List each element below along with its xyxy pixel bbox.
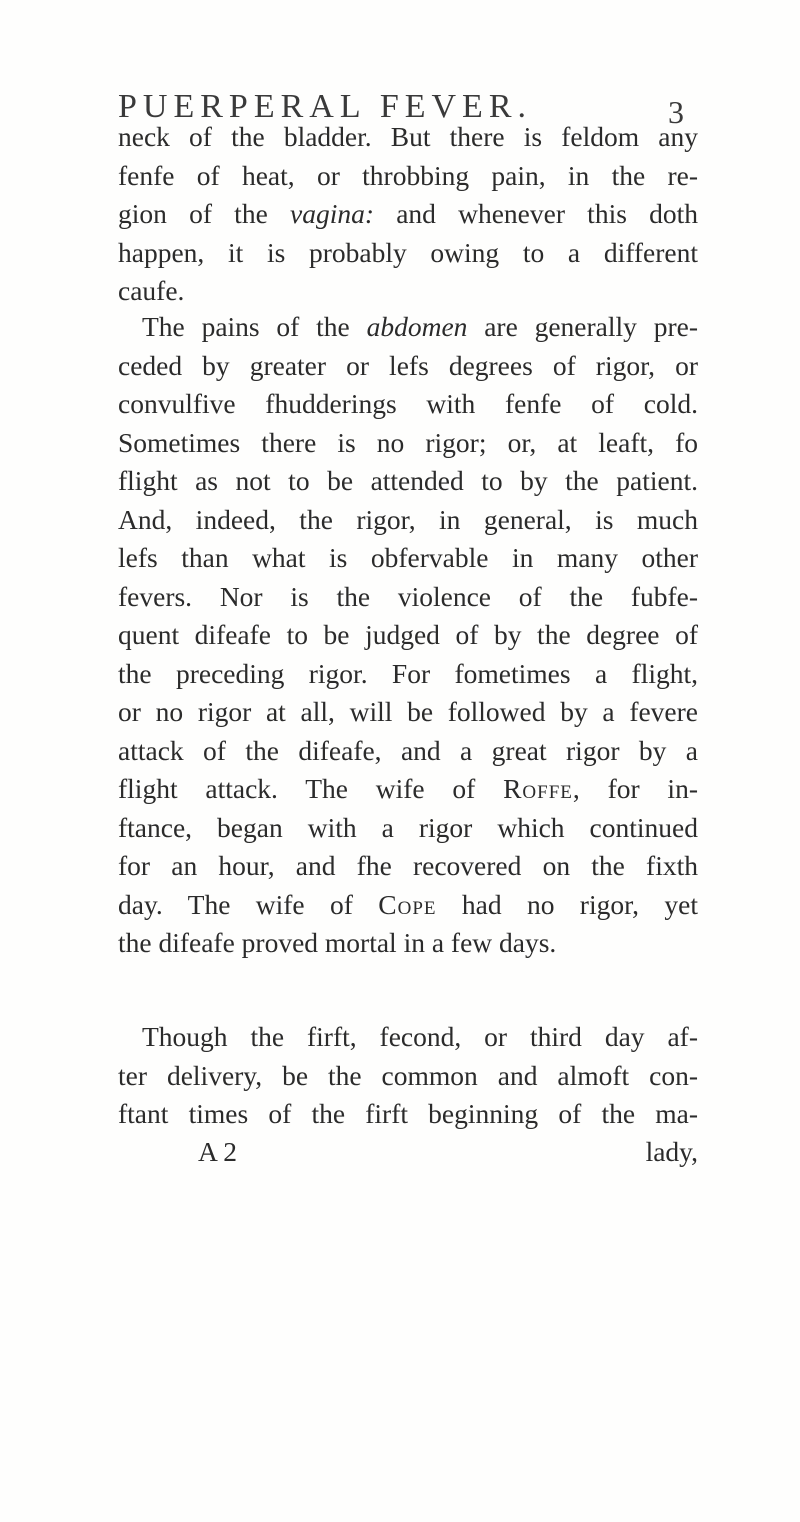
paragraph-3 (118, 1018, 698, 1134)
text-line: neck of the bladder. But there is feldom any (118, 121, 698, 152)
text-line: ter delivery, be the common and almoft con- (118, 1059, 698, 1091)
text-line: ftance, began with a rigor which continued (118, 811, 698, 843)
text-line: the difeafe proved mortal in a few days. (118, 927, 557, 958)
text-line: Sometimes there is no rigor; or, at leaft, fo (118, 426, 698, 458)
signature-mark: A 2 (198, 1136, 237, 1167)
paragraph-1 (118, 118, 698, 311)
text-line: convulfive fhudderings with fenfe of cold. (118, 388, 698, 419)
text-line: And, indeed, the rigor, in general, is much (118, 503, 698, 535)
italic-term: vagina: (289, 198, 374, 229)
text-line: quent difeafe to be judged of by the degree of (118, 619, 698, 650)
text-line: fenfe of heat, or throbbing pain, in the re- (118, 159, 698, 191)
text-line: ftant times of the firft beginning of the ma- (118, 1098, 698, 1129)
text-line: fevers. Nor is the violence of the fubfe- (118, 580, 698, 612)
text-line: for an hour, and fhe recovered on the fixth (118, 850, 698, 881)
text-line: or no rigor at all, will be followed by a fevere (118, 696, 698, 727)
text-line: gion of the vagina: and whenever this doth (118, 198, 698, 229)
text-line: attack of the difeafe, and a great rigor by a (118, 734, 698, 766)
text-line: the preceding rigor. For fometimes a flight, (118, 657, 698, 689)
text-line: flight attack. The wife of Roffe, for in- (118, 773, 698, 804)
page-footer (118, 1133, 698, 1172)
proper-name: Cope (378, 888, 437, 920)
text-line: Though the firft, fecond, or third day af- (142, 1021, 698, 1052)
text-line: lefs than what is obfervable in many other (118, 542, 698, 573)
text-line: happen, it is probably owing to a different (118, 236, 698, 268)
catchword: lady, (645, 1136, 698, 1167)
text-line: caufe. (118, 275, 185, 306)
text-line: ceded by greater or lefs degrees of rigor, or (118, 349, 698, 381)
paragraph-2 (118, 308, 698, 963)
page-number: 3 (668, 94, 684, 130)
text-line: The pains of the abdomen are generally pre- (142, 311, 698, 342)
text-line: flight as not to be attended to by the patient. (118, 465, 698, 496)
italic-term: abdomen (366, 311, 468, 342)
proper-name: Roffe (503, 773, 573, 804)
running-title: PUERPERAL FEVER. (118, 88, 533, 125)
text-line: day. The wife of Cope had no rigor, yet (118, 888, 698, 920)
